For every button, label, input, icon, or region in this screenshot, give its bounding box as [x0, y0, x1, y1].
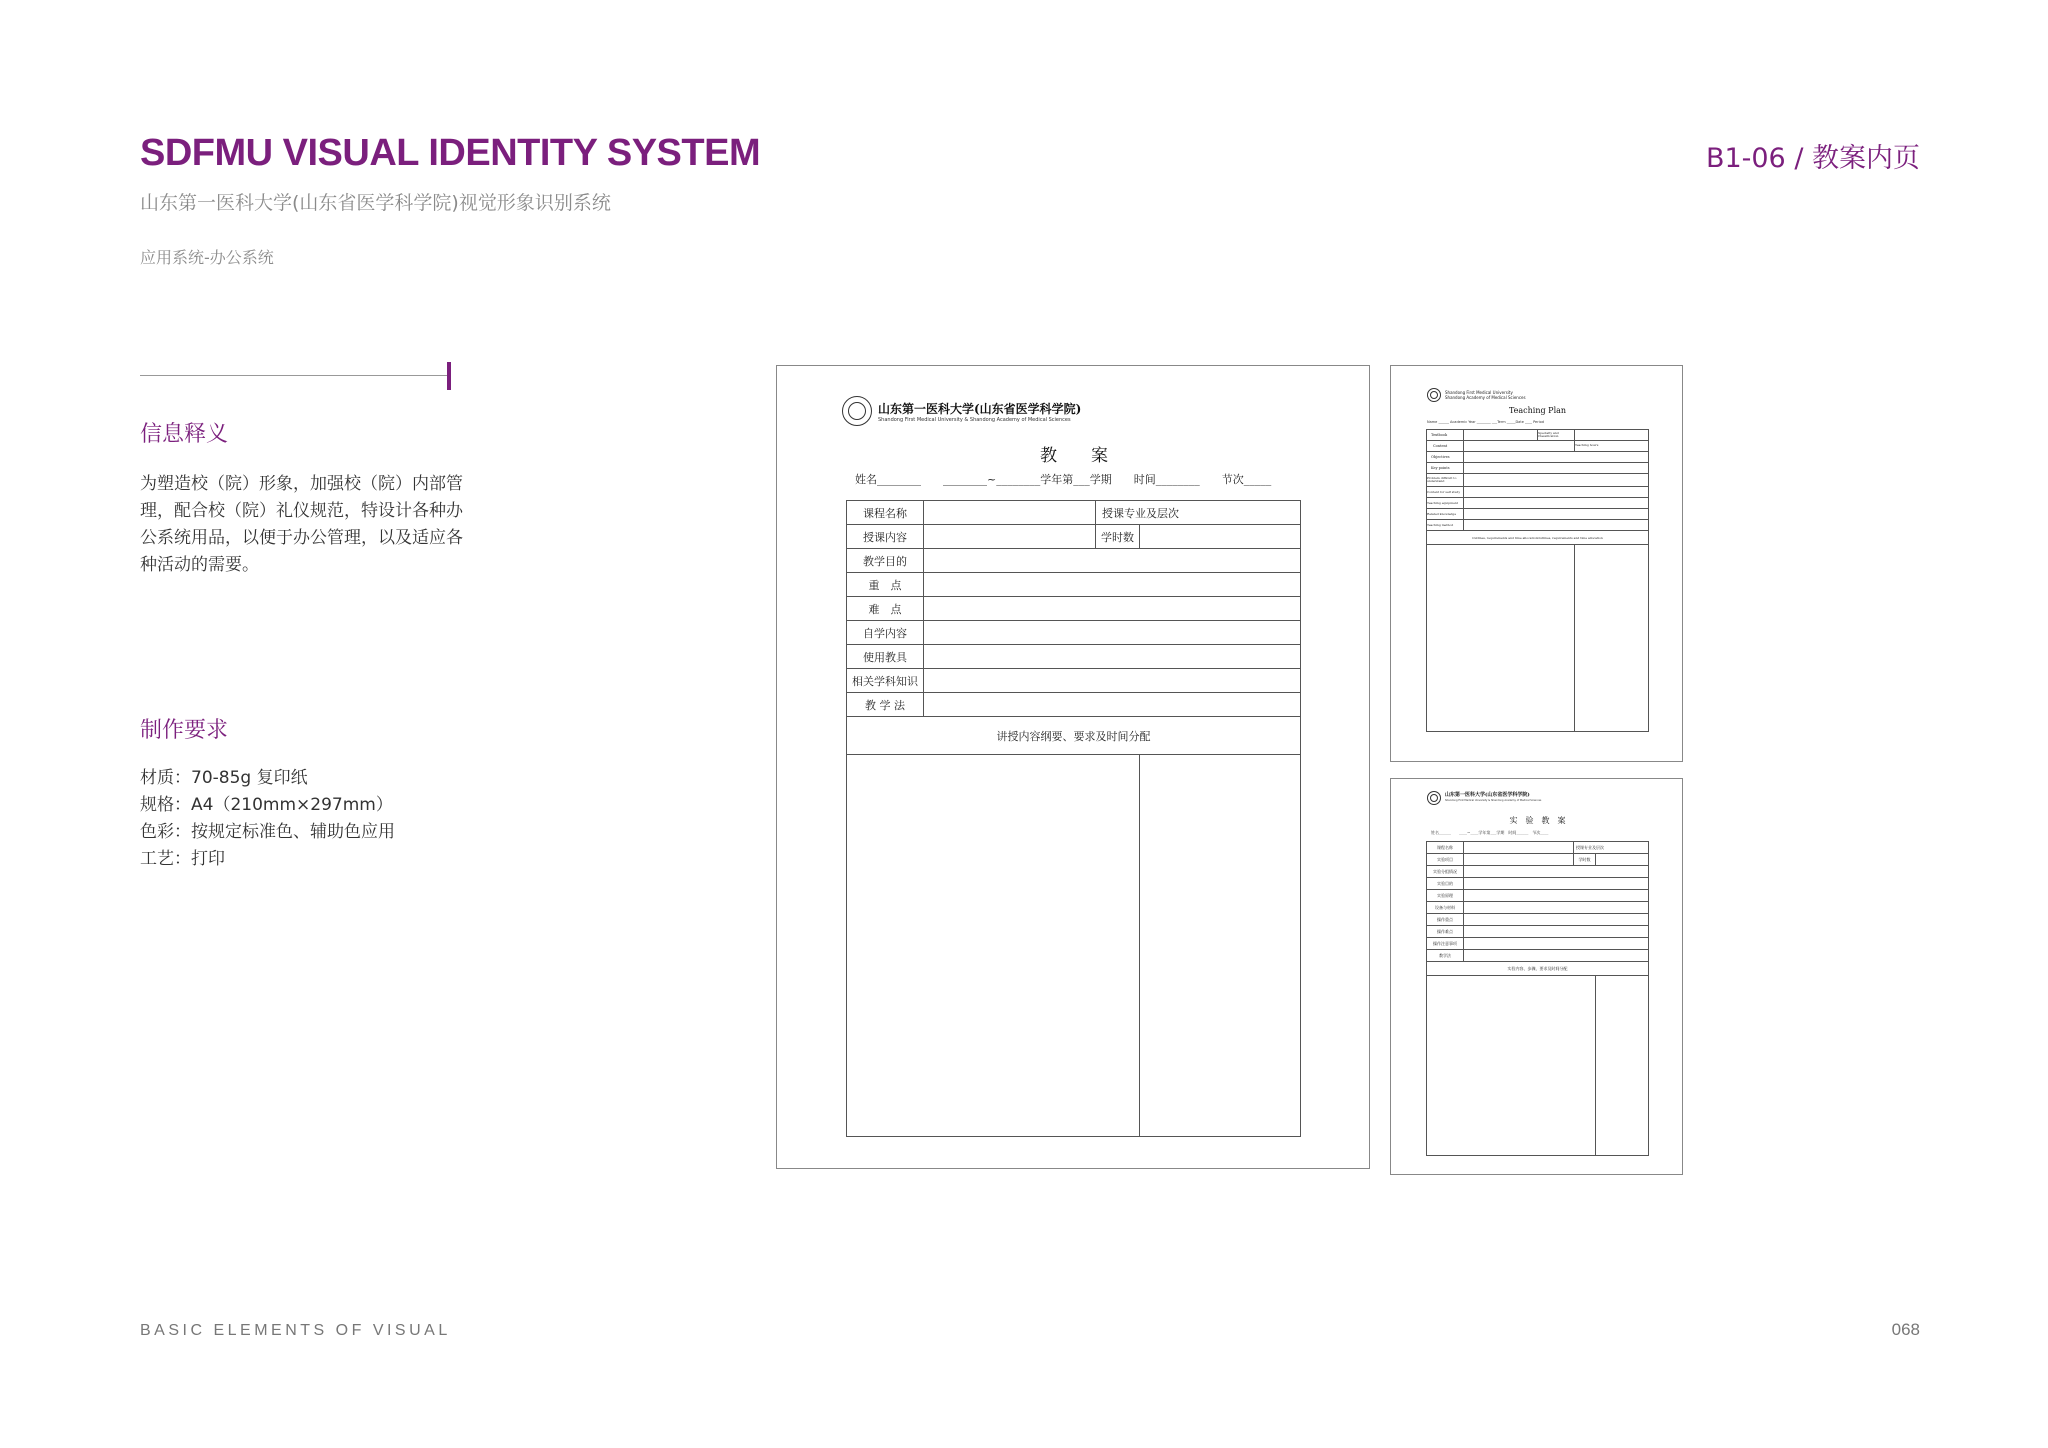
lab-row-label-major: 授课专业及层次: [1574, 842, 1649, 854]
lesson-plan-sheet: [776, 365, 1370, 1169]
outline-field[interactable]: [847, 755, 1140, 1137]
en-row-label-hours: Teaching hours: [1575, 441, 1649, 452]
row-label-method: 教 学 法: [847, 693, 924, 717]
lab-time-field[interactable]: [1596, 976, 1649, 1156]
lab-university-seal-icon: [1427, 791, 1441, 805]
row-label-related-knowledge: 相关学科知识: [847, 669, 924, 693]
en-sheet-info-line: Name ______ Academic Year ________ ___Term _____Date ____ Period: [1427, 420, 1544, 424]
course-name-field[interactable]: [924, 501, 1096, 525]
en-row-label-textbook: Textbook: [1427, 430, 1464, 441]
lab-method-field[interactable]: [1464, 950, 1649, 962]
en-outline-field[interactable]: [1427, 545, 1575, 732]
en-self-study-field[interactable]: [1464, 487, 1649, 498]
lab-plan-table: [1426, 841, 1649, 1156]
en-specialty-field[interactable]: [1575, 430, 1649, 441]
logo-chinese-name: 山东第一医科大学(山东省医学科学院): [878, 401, 1082, 416]
lab-row-label-hours: 学时数: [1574, 854, 1596, 866]
en-logo-line1: Shandong First Medical University: [1445, 390, 1513, 395]
teaching-plan-table: [1426, 429, 1649, 732]
en-row-label-difficult: Problem difficult to understand: [1427, 474, 1464, 487]
lab-sheet-title: 实 验 教 案: [1509, 816, 1566, 825]
en-textbook-field[interactable]: [1464, 430, 1538, 441]
lab-sheet-logo: [1427, 791, 1541, 805]
sheet-title: 教 案: [1040, 446, 1108, 466]
lab-row-label-materials: 设备与材料: [1427, 902, 1464, 914]
lab-row-label-notes: 操作注意事项: [1427, 938, 1464, 950]
footer-label: BASIC ELEMENTS OF VISUAL: [140, 1322, 451, 1339]
sheet-logo: [842, 396, 1081, 426]
lab-outline-field[interactable]: [1427, 976, 1596, 1156]
row-label-course: 课程名称: [847, 501, 924, 525]
sheet-info-line: 姓名________ ________~________学年第___学期 时间________ 节次_____: [855, 473, 1272, 486]
en-row-label-related: Related knowledge: [1427, 509, 1464, 520]
lab-plan-sheet: [1390, 778, 1683, 1175]
en-objectives-field[interactable]: [1464, 452, 1649, 463]
requirement-size: 规格：A4（210mm×297mm）: [140, 795, 393, 815]
requirements-list: [140, 765, 465, 873]
lesson-plan-table: [846, 500, 1301, 1137]
content-field[interactable]: [924, 525, 1096, 549]
method-field[interactable]: [924, 693, 1301, 717]
en-equipment-field[interactable]: [1464, 498, 1649, 509]
lab-principle-field[interactable]: [1464, 890, 1649, 902]
en-sheet-logo: [1427, 388, 1526, 402]
lab-sheet-info-line: 姓名______ ____~____学年第___学期 时间______ 节次____: [1431, 830, 1549, 835]
lab-row-label-principle: 实验原理: [1427, 890, 1464, 902]
row-label-hours: 学时数: [1096, 525, 1140, 549]
lab-logo-chinese-name: 山东第一医科大学(山东省医学科学院): [1445, 792, 1530, 798]
en-method-field[interactable]: [1464, 520, 1649, 531]
lab-row-label-key-ops: 操作重点: [1427, 914, 1464, 926]
lab-grouping-field[interactable]: [1464, 866, 1649, 878]
lab-course-field[interactable]: [1464, 842, 1574, 854]
en-row-label-content: Content: [1427, 441, 1464, 452]
en-row-label-method: Teaching method: [1427, 520, 1464, 531]
en-row-label-specialty: Specialty and Classification: [1538, 430, 1575, 441]
en-related-field[interactable]: [1464, 509, 1649, 520]
en-sheet-title: Teaching Plan: [1508, 406, 1567, 415]
hours-field[interactable]: [1140, 525, 1301, 549]
outline-section-label: 讲授内容纲要、要求及时间分配: [847, 717, 1301, 755]
requirement-material: 材质：70-85g 复印纸: [140, 768, 308, 788]
en-row-label-self-study: Content for self study: [1427, 487, 1464, 498]
logo-english-name: Shandong First Medical University & Shandong Academy of Medical Sciences: [878, 416, 1071, 423]
difficulties-field[interactable]: [924, 597, 1301, 621]
en-outline-label: Outlines, requirements and time allocationOutlines, requirements and time allocation: [1427, 531, 1649, 545]
en-university-seal-icon: [1427, 388, 1441, 402]
row-label-content: 授课内容: [847, 525, 924, 549]
related-knowledge-field[interactable]: [924, 669, 1301, 693]
en-row-label-key-points: Key points: [1427, 463, 1464, 474]
lab-row-label-course: 课程名称: [1427, 842, 1464, 854]
en-logo-line2: Shandong Academy of Medical Sciences: [1445, 395, 1526, 400]
university-seal-icon: [842, 396, 872, 426]
lab-key-ops-field[interactable]: [1464, 914, 1649, 926]
en-time-field[interactable]: [1575, 545, 1649, 732]
page-number: 068: [1891, 1320, 1920, 1339]
lab-row-label-objective: 实验目的: [1427, 878, 1464, 890]
lab-materials-field[interactable]: [1464, 902, 1649, 914]
requirements-heading: 制作要求: [140, 718, 229, 743]
en-difficult-field[interactable]: [1464, 474, 1649, 487]
row-label-equipment: 使用教具: [847, 645, 924, 669]
lab-row-label-project: 实验项目: [1427, 854, 1464, 866]
en-row-label-equipment: Teaching equipment: [1427, 498, 1464, 509]
en-key-points-field[interactable]: [1464, 463, 1649, 474]
time-allocation-field[interactable]: [1140, 755, 1301, 1137]
row-label-self-study: 自学内容: [847, 621, 924, 645]
key-points-field[interactable]: [924, 573, 1301, 597]
lab-row-label-difficult-ops: 操作难点: [1427, 926, 1464, 938]
row-label-difficulties: 难 点: [847, 597, 924, 621]
info-text: 为塑造校（院）形象，加强校（院）内部管理，配合校（院）礼仪规范，特设计各种办公系统用品，以便于办公管理，以及适应各种活动的需要。: [140, 474, 463, 575]
self-study-field[interactable]: [924, 621, 1301, 645]
requirement-process: 工艺：打印: [140, 849, 225, 869]
system-title: SDFMU VISUAL IDENTITY SYSTEM: [140, 132, 761, 174]
info-heading: 信息释义: [140, 422, 229, 447]
requirement-color: 色彩：按规定标准色、辅助色应用: [140, 822, 395, 842]
lab-project-field[interactable]: [1464, 854, 1574, 866]
lab-hours-field[interactable]: [1596, 854, 1649, 866]
row-label-key-points: 重 点: [847, 573, 924, 597]
teaching-plan-sheet: [1390, 365, 1683, 762]
en-row-label-objectives: Objectives: [1427, 452, 1464, 463]
row-label-objective: 教学目的: [847, 549, 924, 573]
page-code: B1-06 / 教案内页: [1705, 143, 1920, 174]
lab-logo-english-name: Shandong First Medical University & Shandong Academy of Medical Sciences: [1445, 799, 1542, 802]
lab-row-label-grouping: 实验分组情况: [1427, 866, 1464, 878]
en-content-field[interactable]: [1464, 441, 1575, 452]
category-label: 应用系统-办公系统: [140, 248, 274, 267]
lab-objective-field[interactable]: [1464, 878, 1649, 890]
objective-field[interactable]: [924, 549, 1301, 573]
lab-row-label-method: 教学法: [1427, 950, 1464, 962]
divider-accent: [447, 362, 451, 390]
equipment-field[interactable]: [924, 645, 1301, 669]
lab-difficult-ops-field[interactable]: [1464, 926, 1649, 938]
row-label-major: 授课专业及层次: [1096, 501, 1301, 525]
system-subtitle: 山东第一医科大学(山东省医学科学院)视觉形象识别系统: [140, 192, 611, 214]
section-divider: [140, 375, 450, 376]
lab-outline-label: 实验内容、步骤、要求及时间分配: [1427, 962, 1649, 976]
lab-notes-field[interactable]: [1464, 938, 1649, 950]
